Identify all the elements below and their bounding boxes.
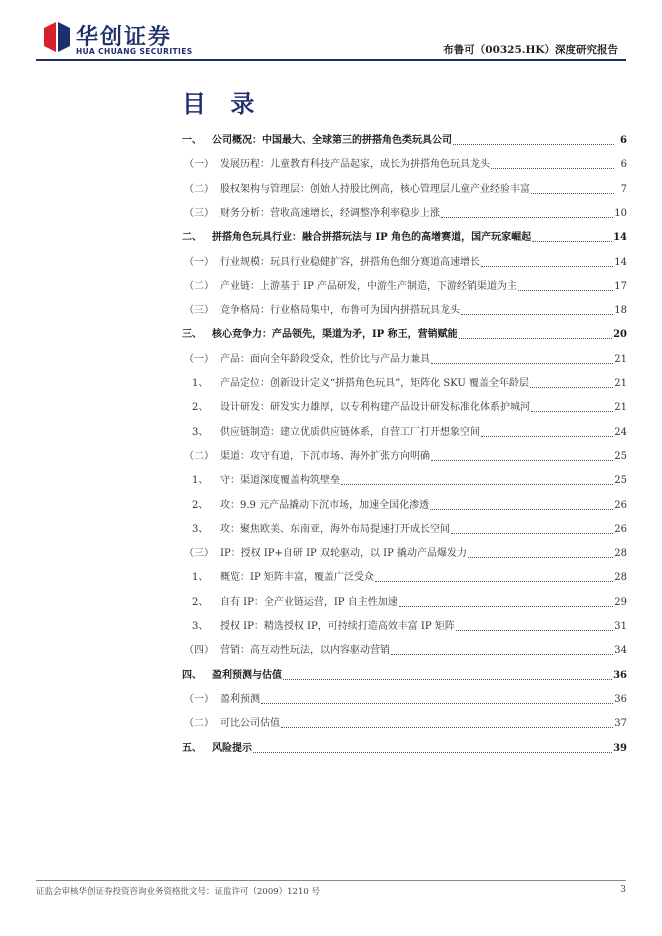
toc-dot-leader [261, 703, 613, 704]
toc-entry-title: 攻：9.9 元产品撬动下沉市场，加速全国化渗透 [220, 500, 430, 511]
toc-entry-page: 28 [614, 572, 627, 583]
toc-entry-number: 二、 [182, 232, 202, 243]
toc-entry[interactable] [182, 424, 627, 442]
toc-dot-leader [459, 338, 612, 339]
toc-entry[interactable] [182, 594, 627, 612]
toc-entry-title: 攻：聚焦欧美、东南亚，海外布局提速打开成长空间 [220, 524, 450, 535]
toc-entry[interactable] [182, 545, 627, 563]
toc-entry-page: 28 [614, 548, 627, 559]
toc-entry[interactable] [182, 132, 627, 150]
toc-entry-page: 36 [614, 694, 627, 705]
logo-text-en: HUA CHUANG SECURITIES [76, 47, 193, 56]
toc-entry[interactable] [182, 229, 627, 247]
toc-entry-title: 拼搭角色玩具行业：融合拼搭玩法与 IP 角色的高增赛道，国产玩家崛起 [212, 232, 532, 243]
toc-entry-page: 6 [620, 159, 627, 170]
toc-entry-page: 36 [613, 670, 627, 681]
toc-entry-page: 6 [620, 135, 627, 146]
toc-dot-leader [399, 606, 614, 607]
toc-dot-leader [441, 217, 613, 218]
toc-entry-number: （四） [184, 645, 214, 656]
toc-entry-number: 三、 [182, 329, 202, 340]
toc-entry-page: 34 [614, 645, 627, 656]
toc-dot-leader [375, 581, 613, 582]
toc-entry[interactable] [182, 497, 627, 515]
toc-dot-leader [431, 363, 613, 364]
toc-entry-number: 一、 [182, 135, 202, 146]
toc-entry[interactable] [182, 691, 627, 709]
footer-divider [36, 880, 626, 881]
toc-heading: 目 录 [182, 89, 263, 118]
toc-entry-title: 概览：IP 矩阵丰富，覆盖广泛受众 [220, 572, 374, 583]
toc-entry[interactable] [182, 715, 627, 733]
toc-entry-title: 财务分析：营收高速增长，经调整净利率稳步上涨 [220, 208, 440, 219]
toc-entry-number: （二） [184, 281, 214, 292]
toc-entry[interactable] [182, 569, 627, 587]
toc-entry-title: 公司概况：中国最大、全球第三的拼搭角色类玩具公司 [212, 135, 452, 146]
logo-text-cn: 华创证券 [76, 25, 173, 50]
toc-entry[interactable] [182, 472, 627, 490]
toc-entry-title: 渠道：攻守有道，下沉市场、海外扩张方向明确 [220, 451, 430, 462]
toc-entry-number: （二） [184, 184, 214, 195]
toc-dot-leader [451, 533, 613, 534]
toc-entry-title: 核心竞争力：产品领先，渠道为矛，IP 称王，营销赋能 [212, 329, 458, 340]
page-number: 3 [620, 885, 626, 895]
toc-entry-number: （二） [184, 451, 214, 462]
toc-entry-page: 20 [613, 329, 627, 340]
toc-entry-title: 风险提示 [212, 743, 252, 754]
page-header [0, 0, 662, 66]
toc-dot-leader [341, 484, 613, 485]
toc-entry-number: （三） [184, 208, 214, 219]
toc-entry[interactable] [182, 375, 627, 393]
toc-entry-page: 10 [614, 208, 627, 219]
toc-entry[interactable] [182, 326, 627, 344]
toc-dot-leader [518, 290, 613, 291]
toc-entry-title: IP：授权 IP+自研 IP 双轮驱动，以 IP 撬动产品爆发力 [220, 548, 467, 559]
toc-entry-number: （一） [184, 257, 214, 268]
toc-dot-leader [283, 679, 612, 680]
toc-entry-title: 发展历程：儿童教育科技产品起家，成长为拼搭角色玩具龙头 [220, 159, 490, 170]
logo-mark-icon [42, 20, 72, 54]
toc-entry[interactable] [182, 156, 627, 174]
header-divider [36, 59, 626, 61]
toc-entry[interactable] [182, 254, 627, 272]
toc-entry-number: 五、 [182, 743, 202, 754]
toc-dot-leader [481, 436, 613, 437]
toc-dot-leader [453, 144, 614, 145]
toc-entry-number: （一） [184, 354, 214, 365]
toc-entry-page: 29 [614, 597, 627, 608]
toc-entry[interactable] [182, 448, 627, 466]
toc-entry-title: 产品定位：创新设计定义“拼搭角色玩具”，矩阵化 SKU 覆盖全年龄层 [220, 378, 529, 389]
toc-entry-page: 26 [614, 524, 627, 535]
toc-entry-page: 39 [613, 743, 627, 754]
toc-dot-leader [481, 266, 613, 267]
report-title: 布鲁可（00325.HK）深度研究报告 [443, 44, 618, 56]
toc-dot-leader [281, 727, 613, 728]
footer-license-note: 证监会审核华创证券投资咨询业务资格批文号：证监许可（2009）1210 号 [36, 887, 320, 897]
toc-dot-leader [491, 168, 614, 169]
toc-entry-number: 2、 [192, 402, 209, 413]
toc-entry[interactable] [182, 278, 627, 296]
toc-entry-number: 1、 [192, 572, 209, 583]
toc-entry-number: 1、 [192, 475, 209, 486]
toc-entry-page: 18 [614, 305, 627, 316]
toc-dot-leader [532, 241, 612, 242]
toc-entry-number: （三） [184, 305, 214, 316]
toc-dot-leader [531, 193, 614, 194]
toc-dot-leader [456, 630, 614, 631]
toc-entry-number: （一） [184, 159, 214, 170]
toc-entry-title: 授权 IP：精选授权 IP，可持续打造高效丰富 IP 矩阵 [220, 621, 455, 632]
toc-dot-leader [530, 387, 613, 388]
toc-entry-title: 营销：高互动性玩法，以内容驱动营销 [220, 645, 390, 656]
toc-dot-leader [531, 411, 613, 412]
toc-entry-page: 25 [614, 475, 627, 486]
toc-entry-number: 2、 [192, 500, 209, 511]
toc-entry[interactable] [182, 740, 627, 758]
toc-entry[interactable] [182, 399, 627, 417]
toc-entry[interactable] [182, 181, 627, 199]
toc-entry-page: 31 [614, 621, 627, 632]
toc-entry-page: 25 [614, 451, 627, 462]
toc-entry-page: 17 [614, 281, 627, 292]
toc-entry-title: 盈利预测与估值 [212, 670, 282, 681]
toc-entry-title: 可比公司估值 [220, 718, 280, 729]
toc-entry-page: 37 [614, 718, 627, 729]
toc-entry-title: 产品：面向全年龄段受众，性价比与产品力兼具 [220, 354, 430, 365]
toc-entry[interactable] [182, 205, 627, 223]
toc-entry-number: 3、 [192, 621, 209, 632]
toc-entry-title: 守：渠道深度覆盖构筑壁垒 [220, 475, 340, 486]
toc-entry-number: 3、 [192, 427, 209, 438]
toc-entry-page: 21 [614, 378, 627, 389]
toc-entry-number: 1、 [192, 378, 209, 389]
company-logo[interactable] [42, 18, 193, 58]
toc-entry-title: 竞争格局：行业格局集中，布鲁可为国内拼搭玩具龙头 [220, 305, 460, 316]
toc-entry-page: 7 [620, 184, 627, 195]
toc-entry-title: 股权架构与管理层：创始人持股比例高，核心管理层儿童产业经验丰富 [220, 184, 530, 195]
toc-entry[interactable] [182, 667, 627, 685]
toc-dot-leader [431, 460, 613, 461]
toc-dot-leader [468, 557, 613, 558]
toc-entry-page: 21 [614, 354, 627, 365]
toc-entry[interactable] [182, 521, 627, 539]
toc-entry-title: 行业规模：玩具行业稳健扩容，拼搭角色细分赛道高速增长 [220, 257, 480, 268]
toc-entry-number: 3、 [192, 524, 209, 535]
toc-entry-number: 四、 [182, 670, 202, 681]
toc-entry-page: 14 [613, 232, 627, 243]
toc-entry[interactable] [182, 351, 627, 369]
toc-entry-number: （二） [184, 718, 214, 729]
toc-entry-page: 21 [614, 402, 627, 413]
toc-entry-title: 产业链：上游基于 IP 产品研发，中游生产制造，下游经销渠道为主 [220, 281, 518, 292]
toc-entry-title: 自有 IP：全产业链运营，IP 自主性加速 [220, 597, 398, 608]
toc-entry-page: 14 [614, 257, 627, 268]
toc-entry-number: 2、 [192, 597, 209, 608]
toc-entry-title: 供应链制造：建立优质供应链体系，自营工厂打开想象空间 [220, 427, 480, 438]
toc-entry[interactable] [182, 642, 627, 660]
toc-entry-number: （三） [184, 548, 214, 559]
toc-dot-leader [461, 314, 613, 315]
toc-dot-leader [391, 654, 613, 655]
toc-entry-page: 24 [614, 427, 627, 438]
toc-dot-leader [430, 509, 613, 510]
toc-entry-page: 26 [614, 500, 627, 511]
toc-entry-title: 盈利预测 [220, 694, 260, 705]
toc-entry[interactable] [182, 618, 627, 636]
toc-entry[interactable] [182, 302, 627, 320]
toc-entry-title: 设计研发：研发实力雄厚，以专利构建产品设计研发标准化体系护城河 [220, 402, 530, 413]
toc-entry-number: （一） [184, 694, 214, 705]
toc-dot-leader [253, 752, 612, 753]
